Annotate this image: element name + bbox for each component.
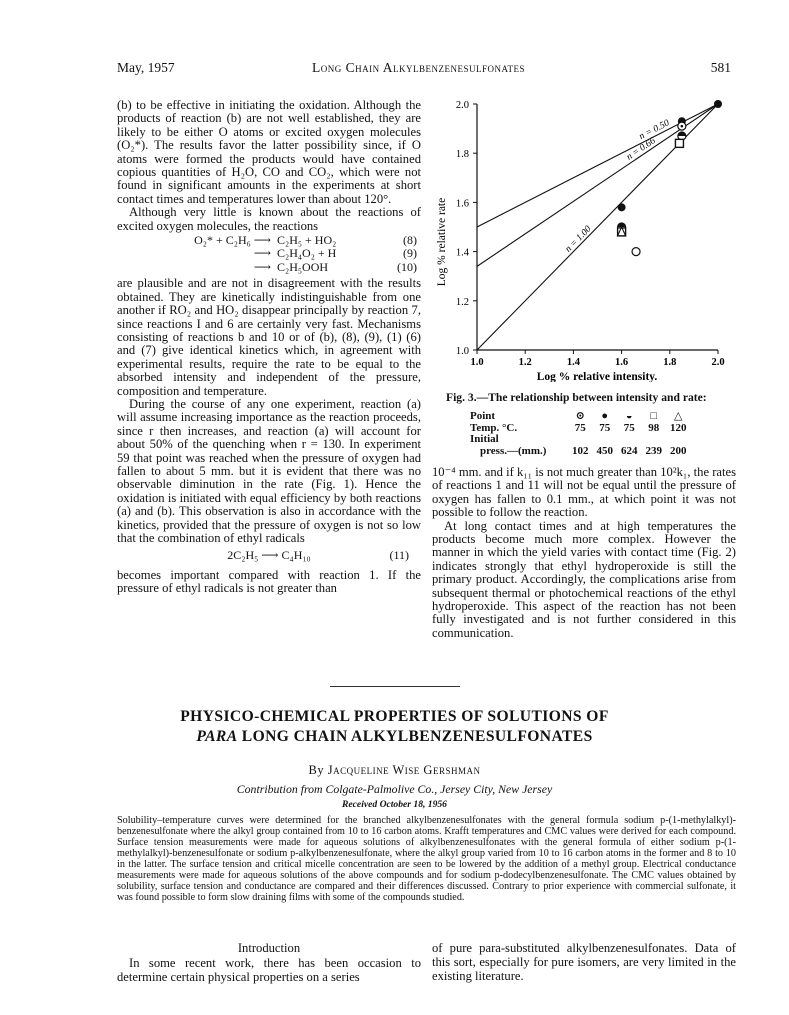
reaction-rhs: C₂H₅ + HO₂ — [277, 233, 337, 248]
legend-cell: 75 — [623, 421, 635, 434]
article-title-line-1: PHYSICO-CHEMICAL PROPERTIES OF SOLUTIONS OF — [180, 708, 609, 725]
right-column — [432, 466, 736, 640]
legend-symbol: ◒ — [625, 410, 633, 422]
legend-row-label: press.—(mm.) — [480, 444, 547, 457]
x-tick-label: 1.0 — [470, 357, 484, 368]
reaction-number: (10) — [397, 259, 417, 274]
x-tick-label: 1.2 — [518, 357, 532, 368]
y-tick-label: 2.0 — [455, 100, 469, 111]
paragraph: At long contact times and at high temperatures the products become much more complex. However the manner in which the yield varies with contact time (Fig. 2) indicates strongly that ethyl hydroperoxide is still the primary product. Accordingly, the complications arise from subsequent thermal or photochemical reactions of the ethyl hydroperoxide. This aspect of the reaction has not been fully investigated and is not further considered in this communication. — [432, 518, 736, 640]
legend-symbol: △ — [674, 410, 683, 422]
figure-legend-table — [470, 411, 691, 457]
legend-cell: 200 — [670, 444, 687, 457]
reaction-number: (11) — [389, 548, 409, 563]
section-heading: Introduction — [237, 941, 301, 955]
running-title: Long Chain Alkylbenzenesulfonates — [312, 60, 525, 75]
legend-row-point — [470, 411, 691, 423]
legend-cell: 75 — [599, 421, 611, 434]
reaction-9 — [117, 247, 421, 260]
reaction-lhs: ⟶ — [253, 259, 271, 274]
affiliation: Contribution from Colgate-Palmolive Co., Jersey City, New Jersey — [236, 782, 553, 796]
series-line-label: n = 0.50 — [637, 118, 672, 143]
paragraph: In some recent work, there has been occasion to determine certain physical properties on a series — [117, 956, 421, 984]
data-point — [675, 139, 683, 147]
data-point — [681, 125, 684, 128]
author-line — [0, 763, 789, 778]
x-tick-label: 1.8 — [663, 357, 677, 368]
y-tick-label: 1.0 — [455, 346, 469, 357]
page-header — [0, 60, 789, 80]
paragraph: are plausible and are not in disagreement with the results obtained. They are kinetically indistinguishable from one another if RO₂ and HO₂ disappear principally by reaction 7, since reactions I and 6 are certainly very fast. Mechanisms consisting of reactions b and 10 or of (b), (8), (9), (1) (6) and (7) give identical kinetics which, in agreement with experimental results, require the rate to be equal to the absorbed intensity and independent of the pressure, composition and temperature. — [117, 276, 421, 398]
author-by: By — [308, 763, 328, 777]
legend-cell: 75 — [574, 421, 586, 434]
reaction-10 — [117, 261, 421, 274]
article-title-line-2 — [0, 728, 789, 746]
x-tick-label: 1.4 — [566, 357, 580, 368]
legend-row-pressure — [470, 446, 691, 458]
paragraph: becomes important compared with reaction 1. If the pressure of ethyl radicals is not greater than — [117, 567, 421, 596]
y-tick-label: 1.8 — [455, 149, 469, 161]
y-tick-label: 1.2 — [455, 296, 469, 308]
legend-cell: 239 — [645, 444, 662, 457]
data-point — [618, 203, 626, 211]
introduction-left — [117, 941, 421, 984]
y-tick-label: 1.4 — [455, 247, 469, 259]
x-tick-label: 2.0 — [711, 357, 725, 368]
left-column — [117, 99, 421, 596]
page-number: 581 — [710, 60, 731, 75]
reaction-rhs: C₂H₄O₂ + H — [277, 246, 337, 261]
reaction-8 — [117, 234, 421, 247]
legend-cell: 102 — [572, 444, 589, 457]
reaction-equation: 2C₂H₅ ⟶ C₄H₁₀ — [227, 548, 311, 563]
reaction-block — [117, 234, 421, 274]
reaction-rhs: C₂H₅OOH — [277, 259, 329, 274]
y-tick-label: 1.6 — [455, 198, 469, 210]
legend-cell: 120 — [670, 421, 687, 434]
x-tick-label: 1.6 — [615, 357, 629, 368]
title-rest: LONG CHAIN ALKYLBENZENESULFONATES — [237, 728, 593, 745]
paragraph: 10⁻⁴ mm. and if k₁₁ is not much greater than 10²k₁, the rates of reactions 1 and 11 will not be equal until the pressure of oxygen has fallen to 0.1 mm., at which point it was not possible to follow the reaction. — [432, 465, 736, 520]
legend-symbol: □ — [650, 410, 658, 422]
legend-symbol: ⊙ — [575, 410, 585, 422]
paragraph: (b) to be effective in initiating the oxidation. Although the products of reaction (b) are not well established, they are likely to be either O atoms or excited oxygen molecules (O₂*). The results favor the latter possibility since, if O atoms were formed the products would have contained copious quantities of H₂O, CO and CO₂, which were not found in significant amounts in the experiments at short contact times and temperatures lower than about 120°. — [117, 98, 421, 206]
legend-row-label: Initial — [470, 433, 499, 445]
paragraph: Although very little is known about the reactions of excited oxygen molecules, the reactions — [117, 205, 421, 233]
reaction-lhs: O₂* + C₂H₆ ⟶ — [194, 233, 271, 248]
received-date: Received October 18, 1956 — [342, 799, 447, 810]
header-date: May, 1957 — [117, 60, 175, 75]
x-axis-label: Log % relative intensity. — [536, 371, 658, 382]
author-name: Jacqueline Wise Gershman — [327, 763, 481, 777]
reaction-number: (9) — [403, 246, 417, 261]
paragraph: During the course of any one experiment, reaction (a) will assume increasing importance as the reaction proceeds, since r then increases, and reaction (a) will account for about 50% of the quenching when r = 130. In experiment 59 that point was reached when the pressure of oxygen had fallen to about 5 mm. but it is evident that there was no observable diminution in the rate (Fig. 1). Hence the oxidation is initiated with equal efficiency by both reactions (a) and (b). This observation is also in accordance with the kinetics, provided that the pressure of oxygen is not so low that the combination of ethyl radicals — [117, 396, 421, 545]
paragraph: of pure para-substituted alkylbenzenesulfonates. Data of this sort, especially for pure isomers, are very limited in the existing literature. — [432, 941, 736, 983]
reaction-11 — [117, 549, 421, 562]
legend-cell: 624 — [621, 444, 638, 457]
legend-cell: 450 — [596, 444, 613, 457]
legend-row-initial — [470, 434, 691, 446]
title-emphasis: PARA — [196, 728, 238, 745]
legend-symbol: ● — [601, 410, 609, 422]
reaction-lhs: ⟶ — [253, 246, 271, 261]
reaction-number: (8) — [403, 233, 417, 248]
introduction-right — [432, 941, 736, 983]
figure-3-chart — [432, 92, 742, 382]
section-divider — [330, 686, 460, 687]
figure-caption: Fig. 3.—The relationship between intensity and rate: — [446, 391, 707, 404]
legend-row-label: Temp. °C. — [470, 421, 518, 434]
data-point — [632, 248, 640, 256]
abstract: Solubility–temperature curves were determined for the branched alkylbenzenesulfonates with the general formula sodium p-(1-methylalkyl)-benzenesulfonate where the alkyl group contained from 10 to 16 carbon atoms. Krafft temperatures and CMC values were derived for each compound. Surface tension measurements were made for aqueous solutions of alkylbenzenesulfonates with the general formula of either sodium p-(1-methylalkyl)-benzenesulfonate or sodium p-alkylbenzenesulfonate, where the alkyl group varied from 10 to 16 carbon atoms in the former and 8 to 10 in the latter. The surface tension and critical micelle concentration are seen to be lowered by the addition of a methyl group. Electrical conductance measurements were made for aqueous solutions of the above compounds and for sodium p-dodecylbenzenesulfonate. The CMC values obtained by solubility, surface tension and conductance are compared and their differences discussed. Contrary to prior experience with commercial sulfonate, it was found possible to form slow draining films with some of the compounds studied. — [117, 815, 736, 903]
legend-cell: 98 — [648, 421, 660, 434]
data-point — [714, 100, 722, 108]
legend-row-temp — [470, 423, 691, 435]
series-line-label: n = 0.66 — [624, 136, 658, 163]
chart-points — [618, 100, 722, 256]
legend-row-label: Point — [470, 410, 496, 422]
y-axis-label: Log % relative rate — [436, 197, 448, 287]
series-line-label: n = 1.00 — [563, 224, 594, 255]
